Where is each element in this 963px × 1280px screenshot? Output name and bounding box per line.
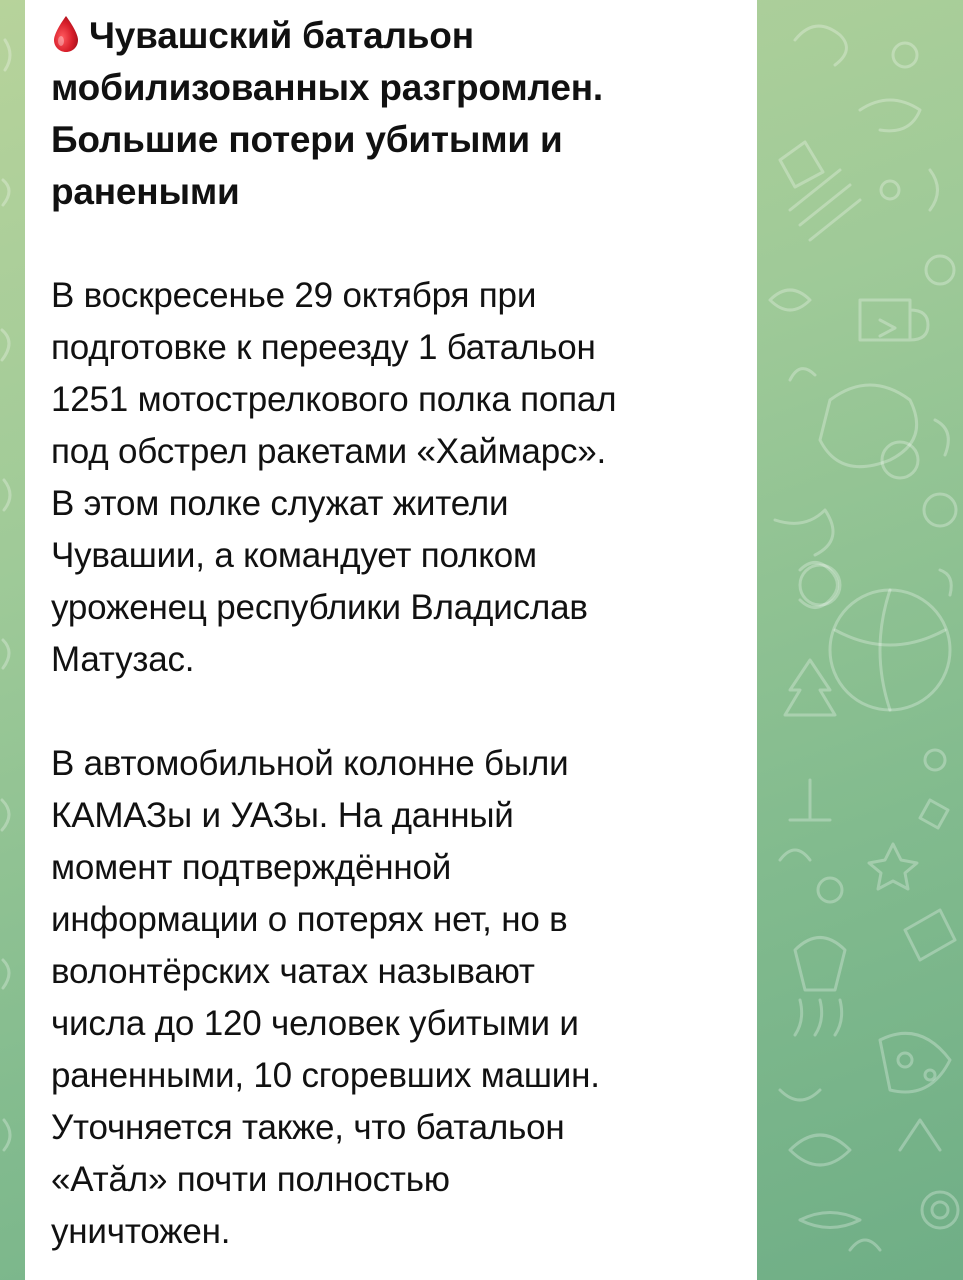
paragraph-gap <box>51 686 733 738</box>
message-title-text: Чувашский батальон мобилизованных разгромлен. Большие потери убитыми и ранеными <box>51 15 603 212</box>
message-bubble[interactable] <box>25 0 757 1280</box>
message-paragraph-2: В автомобильной колонне были КАМАЗы и УАЗы. На данный момент подтверждённой информации о потерях нет, но в волонтёрских чатах называют числа до 120 человек убитыми и раненными, 10 сгоревших машин. Уточняется также, что батальон «Атӑл» почти полностью уничтожен. <box>51 744 600 1251</box>
message-title <box>51 10 733 218</box>
blood-drop-icon <box>51 14 81 54</box>
paragraph-gap <box>51 218 733 270</box>
message-paragraph-1: В воскресенье 29 октября при подготовке к переезду 1 батальон 1251 мотострелкового полка попал под обстрел ракетами «Хаймарс». В этом полке служат жители Чувашии, а командует полком уроженец республики Владислав Матузас. <box>51 276 617 679</box>
